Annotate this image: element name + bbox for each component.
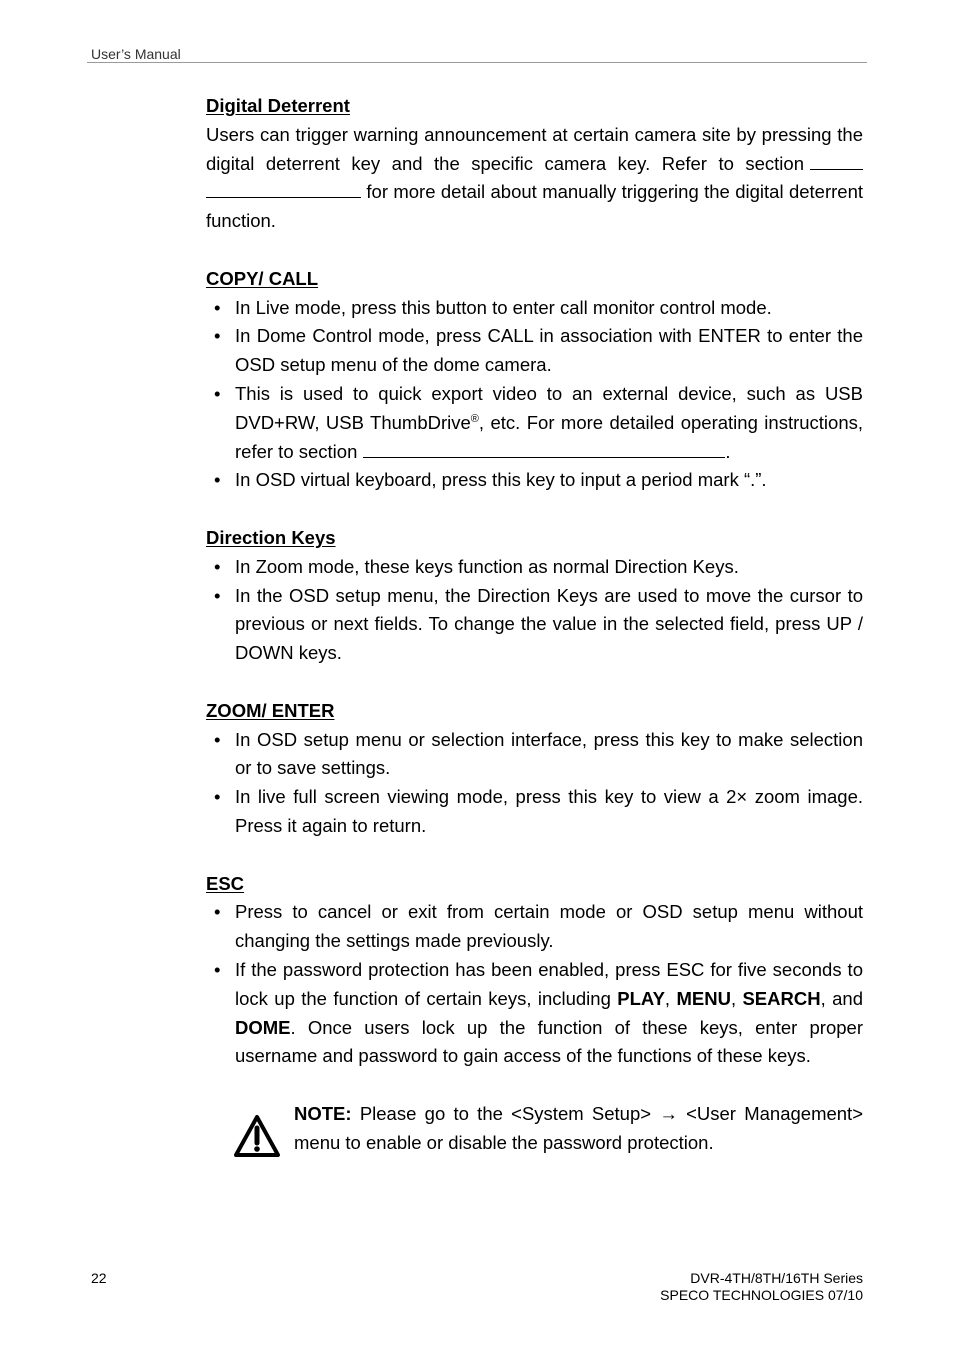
keyword: DOME: [235, 1016, 291, 1038]
bullet-icon: •: [214, 786, 221, 808]
bullet-list: [206, 553, 863, 668]
list-item: [206, 380, 863, 466]
list-item-text: .: [725, 440, 731, 462]
list-item-text: ,: [730, 987, 743, 1009]
section-heading: Digital Deterrent: [206, 95, 350, 116]
list-item-text: If the password protection has been enabled, press ESC for five seconds to lock up the function of certain keys, including: [235, 958, 863, 1009]
bullet-list: [206, 726, 863, 841]
list-item: [206, 582, 863, 668]
header-label: User’s Manual: [91, 46, 181, 62]
keyword: MENU: [676, 987, 731, 1009]
footer-company: SPECO TECHNOLOGIES 07/10: [660, 1287, 863, 1303]
keyword: SEARCH: [742, 987, 821, 1009]
list-item-text: In Dome Control mode, press CALL in association with ENTER to enter the OSD setup menu of the dome camera.: [235, 325, 863, 376]
bullet-icon: •: [214, 584, 221, 606]
warning-triangle-icon: [233, 1114, 281, 1158]
bullet-icon: •: [214, 469, 221, 491]
header-rule: [87, 62, 867, 63]
footer-info: [660, 1270, 863, 1304]
note-text: [294, 1100, 863, 1158]
keyword: PLAY: [617, 987, 665, 1009]
section-heading: Direction Keys: [206, 526, 336, 548]
registered-mark: ®: [470, 412, 479, 425]
section-esc: [206, 870, 863, 1072]
section-reference-blank: [810, 151, 863, 170]
list-item-text: In the OSD setup menu, the Direction Keys are used to move the cursor to previous or next fields. To change the value in the selected field, press UP / DOWN keys.: [235, 584, 863, 664]
section-heading: ESC: [206, 872, 245, 894]
section-direction-keys: [206, 524, 863, 668]
paragraph: [206, 121, 863, 236]
bullet-icon: •: [214, 325, 221, 347]
list-item: [206, 726, 863, 784]
list-item: [206, 898, 863, 956]
bullet-icon: •: [214, 958, 221, 980]
list-item-text: In Live mode, press this button to enter call monitor control mode.: [235, 296, 772, 318]
bullet-list: [206, 898, 863, 1071]
list-item-text: , and: [820, 987, 863, 1009]
section-heading: ZOOM/ ENTER: [206, 699, 335, 721]
list-item: [206, 322, 863, 380]
page-content: [206, 92, 863, 1157]
footer-series: DVR-4TH/8TH/16TH Series: [690, 1270, 863, 1286]
list-item-text: In live full screen viewing mode, press this key to view a 2× zoom image. Press it again to return.: [235, 786, 863, 836]
arrow-right-icon: →: [659, 1102, 678, 1124]
section-reference-blank: [363, 439, 725, 458]
list-item-text: . Once users lock up the function of these keys, enter proper username and password to gain access of the functions of these keys.: [235, 1016, 863, 1067]
bullet-icon: •: [214, 296, 221, 318]
note-box: [206, 1100, 863, 1158]
bullet-icon: •: [214, 382, 221, 404]
bullet-icon: •: [214, 555, 221, 577]
list-item: [206, 466, 863, 495]
note-label: NOTE:: [294, 1102, 352, 1124]
page-number: 22: [91, 1270, 107, 1286]
list-item-text: ,: [664, 987, 677, 1009]
list-item: [206, 783, 863, 841]
list-item: [206, 294, 863, 323]
list-item-text: In OSD setup menu or selection interface, press this key to make selection or to save settings.: [235, 728, 863, 779]
list-item-text: , etc. For more detailed operating instructions, refer to section: [235, 411, 864, 462]
note-text-part: <User Management> menu to enable or disable the password protection.: [294, 1102, 864, 1153]
paragraph-text: Users can trigger warning announcement at certain camera site by pressing the digital deterrent key and the specific camera key. Refer to section: [206, 123, 863, 174]
bullet-icon: •: [214, 901, 221, 923]
bullet-icon: •: [214, 728, 221, 750]
section-heading: COPY/ CALL: [206, 267, 319, 289]
note-text-part: Please go to the <System Setup>: [351, 1102, 660, 1124]
list-item: [206, 553, 863, 582]
section-digital-deterrent: [206, 92, 863, 236]
paragraph-text: for more detail about manually triggering the digital deterrent function.: [206, 181, 863, 232]
list-item: [206, 956, 863, 1071]
list-item-text: In OSD virtual keyboard, press this key to input a period mark “.”.: [235, 469, 767, 491]
list-item-text: Press to cancel or exit from certain mode or OSD setup menu without changing the settings made previously.: [235, 901, 863, 952]
list-item-text: In Zoom mode, these keys function as normal Direction Keys.: [235, 555, 739, 577]
section-reference-blank: [206, 179, 361, 198]
section-copy-call: [206, 265, 863, 495]
list-item-text: This is used to quick export video to an external device, such as USB DVD+RW, USB ThumbDrive: [235, 382, 863, 433]
section-zoom-enter: [206, 697, 863, 841]
bullet-list: [206, 294, 863, 496]
